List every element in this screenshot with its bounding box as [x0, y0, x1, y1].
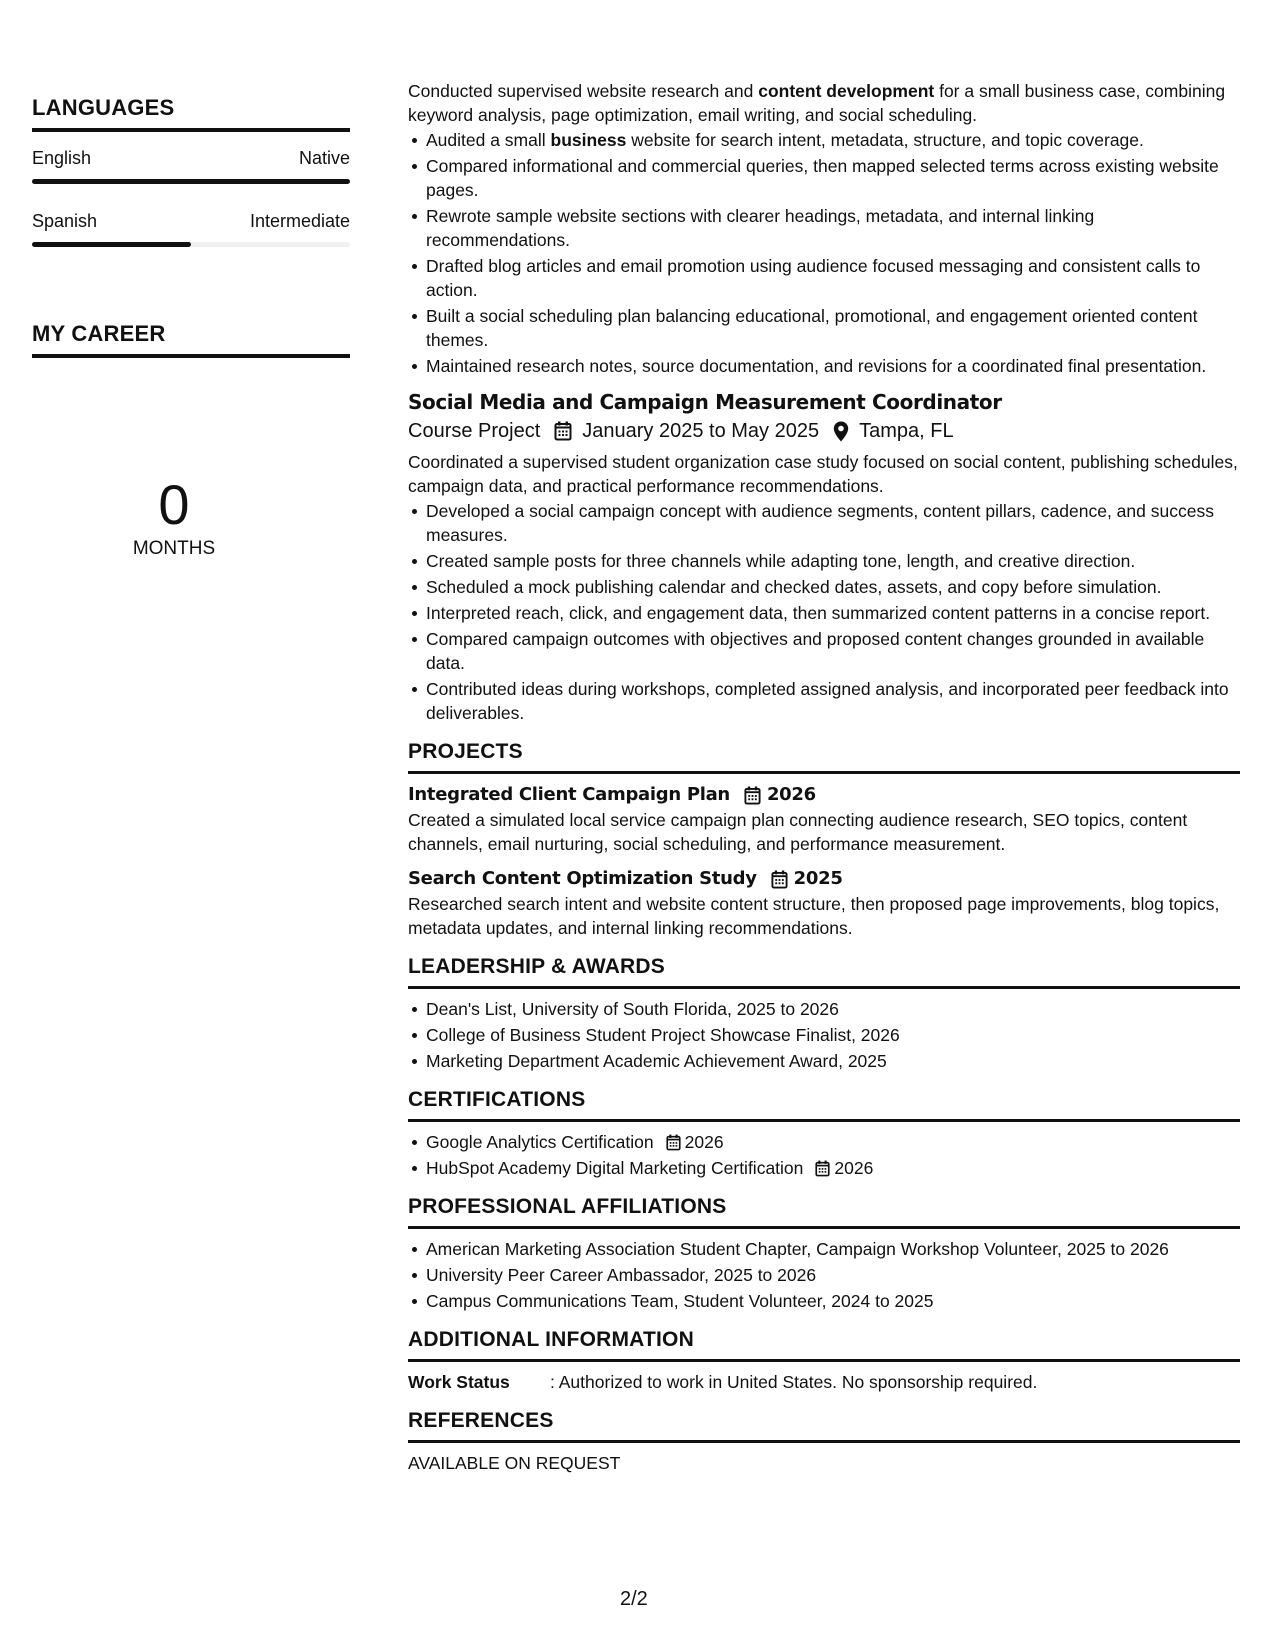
affiliations-section: [408, 1194, 1240, 1313]
career-section: [32, 321, 350, 561]
language-proficiency-bar: [32, 179, 350, 184]
leadership-section: [408, 954, 1240, 1073]
divider: [408, 771, 1240, 774]
languages-heading: LANGUAGES: [32, 95, 175, 120]
additional-info-section: [408, 1327, 1240, 1394]
language-name: English: [32, 148, 92, 168]
list-item: Maintained research notes, source documentation, and revisions for a coordinated final presentation.: [408, 354, 1240, 378]
experience-bullets: [408, 128, 1240, 378]
role-meta: [408, 416, 1240, 446]
work-status-row: [408, 1370, 1240, 1394]
work-status-value: : Authorized to work in United States. No sponsorship required.: [550, 1372, 1038, 1392]
language-name: Spanish: [32, 211, 98, 231]
certification-name: HubSpot Academy Digital Marketing Certification: [426, 1158, 804, 1178]
section-heading: ADDITIONAL INFORMATION: [408, 1328, 694, 1351]
certification-year: 2026: [834, 1158, 874, 1178]
language-level: Intermediate: [249, 211, 350, 231]
divider: [32, 128, 350, 132]
location-pin-icon: [833, 421, 849, 442]
left-column: [32, 95, 350, 561]
career-months-value: 0: [158, 473, 190, 536]
career-heading: MY CAREER: [32, 321, 166, 346]
list-item: Audited a small business website for search intent, metadata, structure, and topic coverage.: [408, 128, 1240, 152]
list-item: Marketing Department Academic Achievement Award, 2025: [408, 1049, 1240, 1073]
languages-section: [32, 95, 350, 247]
project-name: Integrated Client Campaign Plan: [408, 784, 730, 805]
summary-keyword: content development: [758, 81, 935, 101]
role-location: Tampa, FL: [859, 420, 954, 442]
career-months-unit: MONTHS: [132, 538, 216, 559]
project-year: 2026: [766, 784, 816, 805]
project-year: 2025: [793, 868, 843, 889]
project-description: Researched search intent and website content structure, then proposed page improvements, blog topics, metadata updates, and internal linking recommendations.: [408, 894, 1220, 938]
list-item: Compared informational and commercial queries, then mapped selected terms across existing website pages.: [408, 154, 1240, 202]
project-item: [408, 782, 1240, 856]
list-item: University Peer Career Ambassador, 2025 to 2026: [408, 1263, 1240, 1287]
list-item: Scheduled a mock publishing calendar and checked dates, assets, and copy before simulation.: [408, 575, 1240, 599]
list-item: Dean's List, University of South Florida, 2025 to 2026: [408, 997, 1240, 1021]
divider: [408, 986, 1240, 989]
project-name: Search Content Optimization Study: [408, 868, 757, 889]
section-heading: REFERENCES: [408, 1409, 554, 1432]
list-item: College of Business Student Project Showcase Finalist, 2026: [408, 1023, 1240, 1047]
section-heading: PROFESSIONAL AFFILIATIONS: [408, 1195, 727, 1218]
divider: [408, 1119, 1240, 1122]
role-bullets: [408, 499, 1240, 725]
page-number: 2/2: [620, 1588, 648, 1610]
language-proficiency-fill: [32, 179, 350, 184]
project-description: Created a simulated local service campaign plan connecting audience research, SEO topics, content channels, email nurturing, social scheduling, and performance measurement.: [408, 810, 1188, 854]
experience-entry: [408, 388, 1240, 725]
divider: [408, 1440, 1240, 1443]
projects-section: [408, 739, 1240, 940]
language-proficiency-bar: [32, 242, 350, 247]
calendar-icon: [744, 786, 761, 805]
section-heading: PROJECTS: [408, 740, 523, 763]
right-column: [408, 79, 1240, 1475]
divider: [32, 354, 350, 358]
calendar-icon: [815, 1160, 830, 1177]
language-proficiency-fill: [32, 242, 191, 247]
list-item: Built a social scheduling plan balancing educational, promotional, and engagement oriented content themes.: [408, 304, 1240, 352]
section-heading: CERTIFICATIONS: [408, 1088, 586, 1111]
list-item: Developed a social campaign concept with audience segments, content pillars, cadence, and success measures.: [408, 499, 1240, 547]
career-duration: [32, 475, 316, 561]
language-level: Native: [298, 148, 350, 168]
project-item: [408, 866, 1240, 940]
role-organization: Course Project: [408, 420, 541, 442]
list-item: Interpreted reach, click, and engagement data, then summarized content patterns in a concise report.: [408, 601, 1240, 625]
certification-year: 2026: [684, 1132, 724, 1152]
certifications-section: [408, 1087, 1240, 1180]
summary-text: Conducted supervised website research and: [408, 81, 759, 101]
work-status-label: Work Status: [408, 1372, 510, 1392]
list-item: Contributed ideas during workshops, completed assigned analysis, and incorporated peer feedback into deliverables.: [408, 677, 1240, 725]
experience-summary: [408, 79, 1240, 127]
list-item: [408, 1156, 1240, 1180]
list-item: Drafted blog articles and email promotion using audience focused messaging and consistent calls to action.: [408, 254, 1240, 302]
list-item: Created sample posts for three channels while adapting tone, length, and creative direction.: [408, 549, 1240, 573]
experience-entry: [408, 79, 1240, 378]
list-item: Compared campaign outcomes with objectives and proposed content changes grounded in available data.: [408, 627, 1240, 675]
calendar-icon: [771, 870, 788, 889]
references-text: AVAILABLE ON REQUEST: [408, 1453, 621, 1473]
summary-text: for a small business case, combining keyword analysis, page optimization, email writing, and social scheduling.: [408, 81, 1226, 125]
language-item: [32, 147, 350, 184]
list-item: Campus Communications Team, Student Volunteer, 2024 to 2025: [408, 1289, 1240, 1313]
divider: [408, 1226, 1240, 1229]
calendar-icon: [666, 1134, 681, 1151]
divider: [408, 1359, 1240, 1362]
certification-name: Google Analytics Certification: [426, 1132, 654, 1152]
list-item: American Marketing Association Student Chapter, Campaign Workshop Volunteer, 2025 to 2026: [408, 1237, 1240, 1261]
section-heading: LEADERSHIP & AWARDS: [408, 955, 665, 978]
calendar-icon: [554, 421, 572, 441]
role-summary: Coordinated a supervised student organization case study focused on social content, publishing schedules, campaign data, and practical performance recommendations.: [408, 452, 1238, 496]
role-title: Social Media and Campaign Measurement Coordinator: [408, 390, 1002, 414]
list-item: [408, 1130, 1240, 1154]
language-item: [32, 210, 350, 247]
list-item: Rewrote sample website sections with clearer headings, metadata, and internal linking recommendations.: [408, 204, 1240, 252]
role-dates: January 2025 to May 2025: [582, 420, 820, 442]
references-section: [408, 1408, 1240, 1475]
